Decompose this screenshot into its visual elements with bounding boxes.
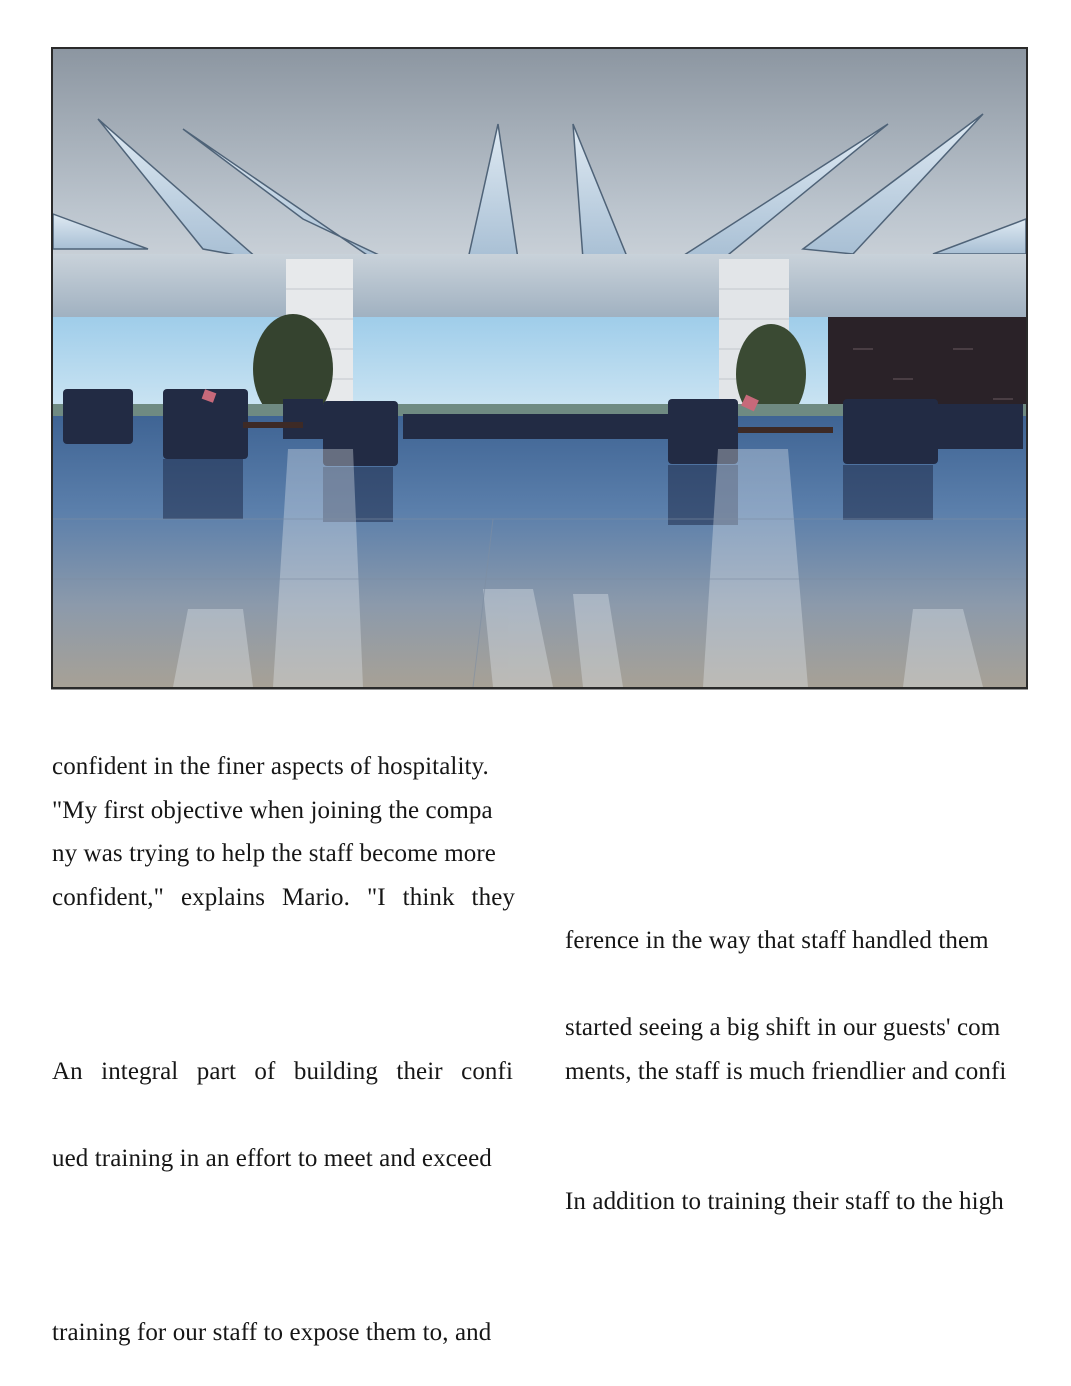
right-column-line: ments, the staff is much friendlier and confi	[565, 1058, 1007, 1085]
left-column-line: "My first objective when joining the compa	[52, 797, 493, 824]
left-column-line: confident," explains Mario. "I think they	[52, 884, 515, 911]
right-column-line: In addition to training their staff to the high	[565, 1188, 1004, 1215]
right-column-line: ference in the way that staff handled them	[565, 927, 989, 954]
left-column-line: An integral part of building their confi	[52, 1058, 513, 1085]
left-column-line: ny was trying to help the staff become more	[52, 840, 496, 867]
left-column-line: training for our staff to expose them to, and	[52, 1319, 492, 1346]
lobby-photo	[51, 47, 1028, 689]
photo-bottom-rule	[51, 689, 1028, 690]
left-column-line: confident in the finer aspects of hospitality.	[52, 753, 489, 780]
left-column-line: ued training in an effort to meet and exceed	[52, 1145, 492, 1172]
lobby-photo-illustration	[53, 49, 1026, 687]
right-column-line: started seeing a big shift in our guests' com	[565, 1014, 1001, 1041]
